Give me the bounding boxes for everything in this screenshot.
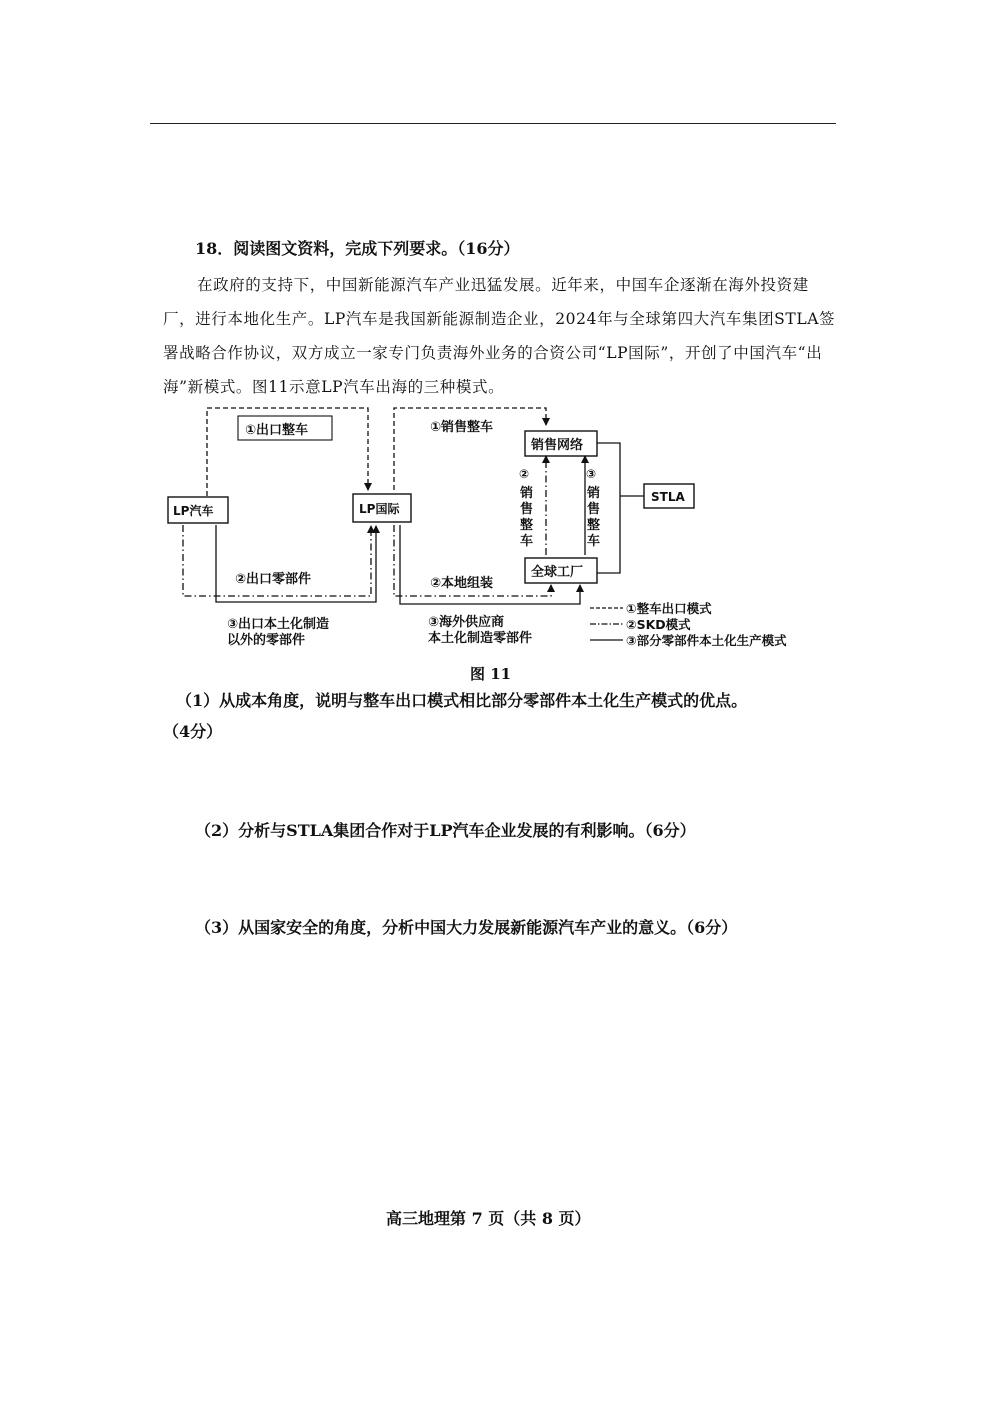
label-sell-vehicle-1: ①销售整车: [430, 420, 494, 435]
legend-label-partial-localization: ③部分零部件本土化生产模式: [626, 633, 787, 648]
label-sell-vehicle-3-char: 整: [587, 518, 601, 533]
label-export-non-local-parts-line2: 以外的零部件: [227, 633, 306, 648]
flow-export-vehicle: [207, 408, 368, 496]
subquestion-1-line2: （4分）: [163, 722, 223, 741]
label-sell-vehicle-2-char: 整: [520, 518, 534, 533]
label-overseas-supplier-line1: ③海外供应商: [428, 615, 505, 630]
legend-label-skd: ②SKD模式: [626, 617, 691, 632]
label-export-parts: ②出口零部件: [235, 572, 312, 587]
figure-11-diagram: [160, 400, 840, 660]
label-sell-vehicle-3-num: ③: [586, 467, 597, 481]
subquestion-2: （2）分析与STLA集团合作对于LP汽车企业发展的有利影响。（6分）: [195, 821, 696, 840]
label-export-vehicle: ①出口整车: [245, 423, 309, 438]
header-rule: [150, 123, 836, 124]
label-local-assembly: ②本地组装: [430, 576, 494, 591]
label-sell-vehicle-2-char: 车: [520, 534, 534, 549]
node-lp-auto: LP汽车: [173, 504, 214, 518]
stla-bracket: [597, 443, 620, 573]
flow-export-non-local-parts: [216, 525, 376, 602]
label-sell-vehicle-2-char: 售: [520, 502, 534, 517]
label-sell-vehicle-3-char: 车: [587, 534, 601, 549]
subquestion-3: （3）从国家安全的角度，分析中国大力发展新能源汽车产业的意义。（6分）: [195, 918, 738, 937]
node-sales-network: 销售网络: [531, 438, 584, 453]
question-material: [163, 268, 838, 404]
label-sell-vehicle-3-char: 销: [587, 486, 601, 501]
label-sell-vehicle-2-num: ②: [519, 467, 530, 481]
figure-caption: 图 11: [470, 665, 512, 683]
material-text: 在政府的支持下，中国新能源汽车产业迅猛发展。近年来，中国车企逐渐在海外投资建厂，进行本地化生产。LP汽车是我国新能源制造企业，2024年与全球第四大汽车集团STLA签署战略合作协议，双方成立一家专门负责海外业务的合资公司“LP国际”，开创了中国汽车“出海”新模式。图11示意LP汽车出海的三种模式。: [163, 276, 836, 396]
node-lp-intl: LP国际: [359, 502, 400, 516]
node-global-factory: 全球工厂: [531, 565, 584, 580]
page-footer: 高三地理第 7 页（共 8 页）: [386, 1209, 591, 1228]
question-title: 18．阅读图文资料，完成下列要求。（16分）: [195, 239, 520, 258]
label-sell-vehicle-3-char: 售: [587, 502, 601, 517]
legend-label-vehicle-export: ①整车出口模式: [626, 601, 712, 616]
subquestion-1-line1: （1）从成本角度，说明与整车出口模式相比部分零部件本土化生产模式的优点。: [176, 691, 748, 710]
label-export-non-local-parts-line1: ③出口本土化制造: [227, 617, 330, 632]
node-stla: STLA: [651, 490, 685, 504]
label-overseas-supplier-line2: 本土化制造零部件: [428, 631, 533, 646]
label-sell-vehicle-2-char: 销: [520, 486, 534, 501]
